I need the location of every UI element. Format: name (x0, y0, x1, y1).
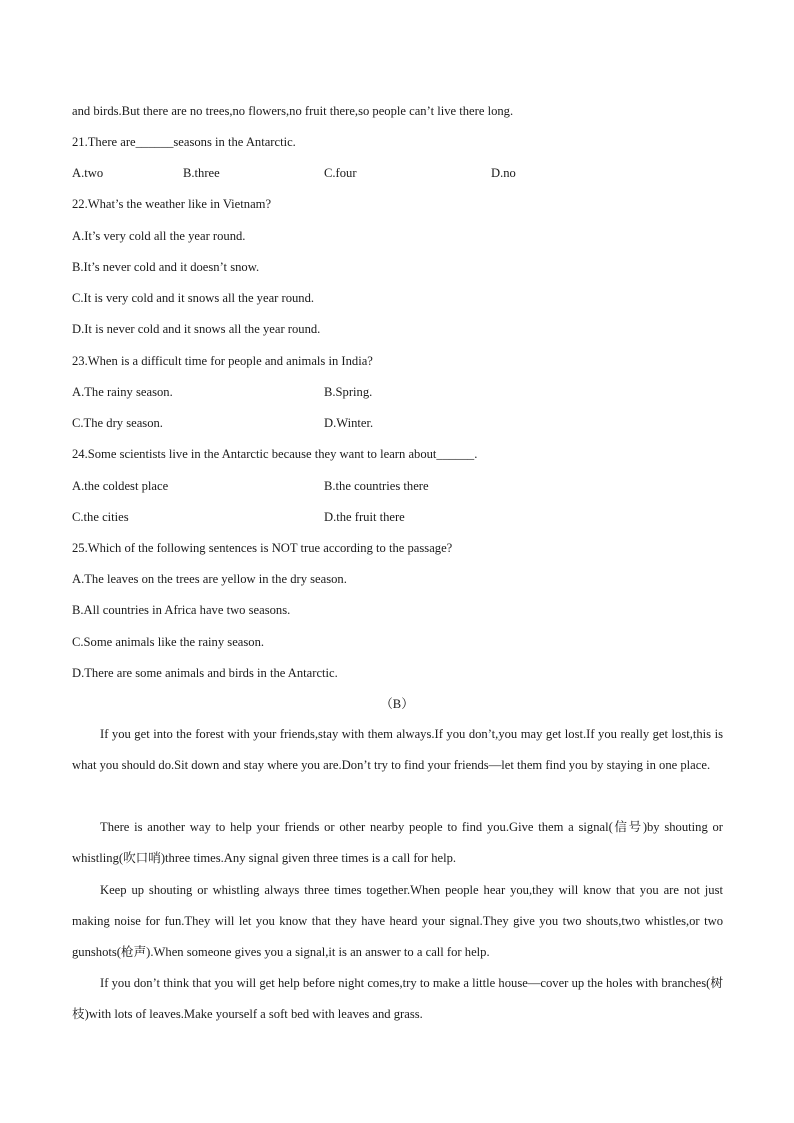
passage-continuation-line: and birds.But there are no trees,no flowers,no fruit there,so people can’t live there long. (72, 104, 514, 118)
question-23-option-d: D.Winter. (324, 416, 374, 430)
question-25-option-a: A.The leaves on the trees are yellow in the dry season. (72, 572, 347, 586)
question-23-option-c: C.The dry season. (72, 416, 163, 430)
question-24-option-c: C.the cities (72, 510, 129, 524)
question-25-option-d: D.There are some animals and birds in the Antarctic. (72, 666, 338, 680)
question-21: 21.There are______seasons in the Antarctic. (72, 135, 296, 149)
question-22-option-a: A.It’s very cold all the year round. (72, 229, 246, 243)
question-22-option-d: D.It is never cold and it snows all the year round. (72, 322, 321, 336)
question-25: 25.Which of the following sentences is NOT true according to the passage? (72, 541, 453, 555)
question-21-option-c: C.four (324, 166, 357, 180)
question-23: 23.When is a difficult time for people and animals in India? (72, 354, 373, 368)
question-22-option-b: B.It’s never cold and it doesn’t snow. (72, 260, 260, 274)
question-22: 22.What’s the weather like in Vietnam? (72, 197, 272, 211)
passage-paragraph-1: If you get into the forest with your friends,stay with them always.If you don’t,you may get lost.If you really get lost,this is what you should do.Sit down and stay where you are.Don’t try to find your friends—let them find you by staying in one place. (72, 727, 723, 773)
question-25-option-c: C.Some animals like the rainy season. (72, 635, 265, 649)
question-24-option-d: D.the fruit there (324, 510, 405, 524)
question-22-option-c: C.It is very cold and it snows all the year round. (72, 291, 315, 305)
question-21-option-d: D.no (491, 166, 516, 180)
question-21-option-b: B.three (183, 166, 220, 180)
question-24-option-b: B.the countries there (324, 479, 429, 493)
question-21-option-a: A.two (72, 166, 104, 180)
question-23-option-a: A.The rainy season. (72, 385, 173, 399)
question-24-option-a: A.the coldest place (72, 479, 169, 493)
question-23-option-b: B.Spring. (324, 385, 373, 399)
question-25-option-b: B.All countries in Africa have two seasons. (72, 603, 291, 617)
passage-paragraph-4: If you don’t think that you will get help before night comes,try to make a little house—cover up the holes with branches(树枝)with lots of leaves.Make yourself a soft bed with leaves and grass. (72, 976, 723, 1022)
passage-paragraph-2: There is another way to help your friends or other nearby people to find you.Give them a signal(信号)by shouting or whistling(吹口哨)three times.Any signal given three times is a call for help. (72, 820, 723, 866)
section-b-heading: （B） (380, 697, 414, 711)
passage-paragraph-3: Keep up shouting or whistling always three times together.When people hear you,they will know that you are not just making noise for fun.They will let you know that they have heard your signal.They give you two shouts,two whistles,or two gunshots(枪声).When someone gives you a signal,it is an answer to a call for help. (72, 883, 723, 960)
question-24: 24.Some scientists live in the Antarctic because they want to learn about______. (72, 447, 478, 461)
